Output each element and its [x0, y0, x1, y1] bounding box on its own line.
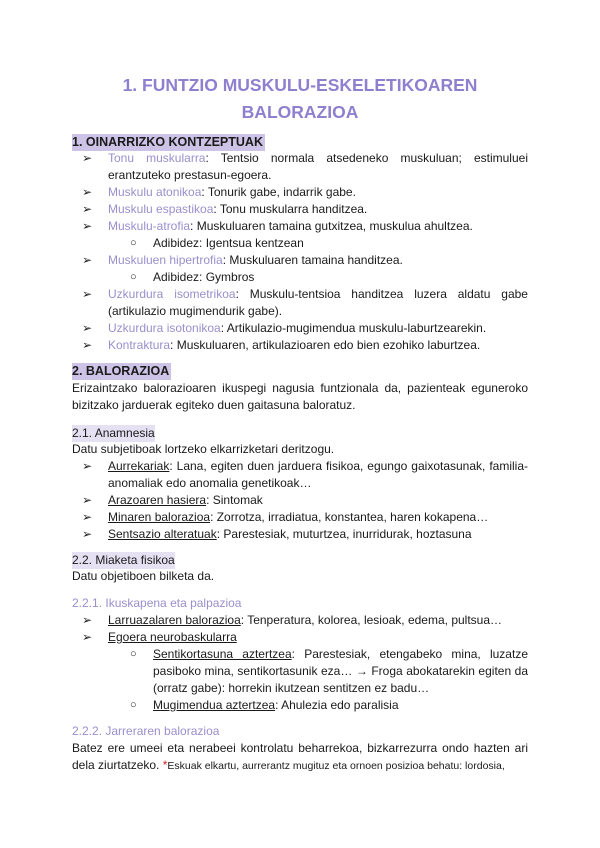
- arrow-bullet-icon: ➢: [82, 321, 93, 335]
- body-text: Batez ere umeei eta nerabeei kontrolatu beharrekoa, bizkarrezurra ondo hazten ari dela ziurtatzeko.: [72, 741, 528, 772]
- list-item-arazoaren-hasiera: [108, 492, 528, 509]
- term: Egoera neurobaskularra: [108, 630, 237, 644]
- circle-bullet-icon: ○: [130, 699, 137, 711]
- term: Tonu muskularra: [108, 151, 206, 165]
- list-item-minaren-balorazioa: [108, 509, 528, 526]
- list-subitem-mugimendua: [153, 697, 528, 714]
- list-item-kontraktura: [108, 337, 528, 354]
- title-line-1: 1. FUNTZIO MUSKULU-ESKELETIKOAREN: [122, 75, 478, 95]
- list-item-sentsazio-alteratuak: [108, 526, 528, 543]
- section-2-2-intro: Datu objetiboen bilketa da.: [72, 569, 215, 583]
- term: Aurrekariak: [108, 459, 170, 473]
- definition: : Lana, egiten duen jarduera fisikoa, egungo gaixotasunak, familia-anomaliak edo anomalia genetikoak…: [108, 459, 528, 490]
- arrow-bullet-icon: ➢: [82, 253, 93, 267]
- arrow-bullet-icon: ➢: [82, 459, 93, 473]
- arrow-bullet-icon: ➢: [82, 338, 93, 352]
- arrow-bullet-icon: ➢: [82, 287, 93, 301]
- circle-bullet-icon: ○: [130, 648, 137, 660]
- section-2-2-1-heading: 2.2.1. Ikuskapena eta palpazioa: [72, 596, 242, 610]
- arrow-bullet-icon: ➢: [82, 185, 93, 199]
- term: Larruazalaren balorazioa: [108, 613, 241, 627]
- definition: : Muskuluaren tamaina handitzea.: [222, 253, 403, 267]
- definition: : Zorrotza, irradiatua, konstantea, haren kokapena…: [210, 510, 489, 524]
- term: Muskuluen hipertrofia: [108, 253, 223, 267]
- term: Muskulu espastikoa: [108, 202, 214, 216]
- section-2-intro: Erizaintzako balorazioaren ikuspegi nagusia funtzionala da, pazienteak eguneroko bizitzako jarduerak egiteko duen gaitasuna baloratuz.: [72, 381, 528, 412]
- list-subitem-gymbros: [153, 269, 528, 286]
- term: Uzkurdura isotonikoa: [108, 321, 221, 335]
- definition: : Muskulu-tentsioa handitzea luzera aldatu gabe (artikulazio mugimendurik gabe).: [108, 287, 528, 318]
- arrow-bullet-icon: ➢: [82, 202, 93, 216]
- term: Uzkurdura isometrikoa: [108, 287, 236, 301]
- circle-bullet-icon: ○: [130, 271, 137, 283]
- term: Arazoaren hasiera: [108, 493, 207, 507]
- section-2-heading-wrap: [72, 362, 171, 380]
- list-item-atonikoa: [108, 184, 528, 201]
- section-2-2-2-heading: 2.2.2. Jarreraren balorazioa: [72, 724, 220, 738]
- term: Sentsazio alteratuak: [108, 527, 217, 541]
- example-text: Adibidez: Gymbros: [153, 270, 255, 284]
- definition: : Parestesiak, etengabeko mina, luzatze pasiboko mina, sentikortasunik eza… → Froga abokatarekin egiten da (orratz gabe): horrekin ikutzean sentitzen ez badu…: [153, 647, 528, 695]
- section-2-heading: 2. BALORAZIOA: [72, 364, 170, 378]
- section-2-2-2-text: [72, 740, 528, 775]
- definition: : Tonu muskularra handitzea.: [213, 202, 368, 216]
- circle-bullet-icon: ○: [130, 237, 137, 249]
- section-1-heading: 1. OINARRIZKO KONTZEPTUAK: [72, 135, 263, 149]
- note-text: Eskuak elkartu, aurrerantz mugituz eta ornoen posizioa behatu: lordosia,: [167, 760, 505, 772]
- definition: : Parestesiak, muturtzea, inurridurak, hoztasuna: [216, 527, 472, 541]
- title-line-2: BALORAZIOA: [241, 102, 359, 122]
- definition: : Tonurik gabe, indarrik gabe.: [201, 185, 356, 199]
- arrow-bullet-icon: ➢: [82, 510, 93, 524]
- arrow-bullet-icon: ➢: [82, 630, 93, 644]
- list-subitem-sentikortasuna: [153, 646, 528, 697]
- document-title: [72, 72, 528, 126]
- list-item-neurobaskularra: [108, 629, 528, 646]
- list-item-aurrekariak: [108, 458, 528, 492]
- arrow-bullet-icon: ➢: [82, 527, 93, 541]
- list-item-tonu: [108, 150, 528, 184]
- list-item-isotonikoa: [108, 320, 528, 337]
- list-item-espastikoa: [108, 201, 528, 218]
- definition: : Muskuluaren, artikulazioaren edo bien ezohiko laburtzea.: [170, 338, 481, 352]
- definition: : Tentsio normala atsedeneko muskuluan; estimuluei erantzuteko prestasun-egoera.: [108, 151, 528, 182]
- term: Sentikortasuna aztertzea: [153, 647, 292, 661]
- list-item-isometrikoa: [108, 286, 528, 320]
- term: Muskulu atonikoa: [108, 185, 202, 199]
- list-item-hipertrofia: [108, 252, 528, 269]
- definition: : Artikulazio-mugimendua muskulu-laburtzearekin.: [220, 321, 487, 335]
- list-item-larruazala: [108, 612, 528, 629]
- arrow-bullet-icon: ➢: [82, 493, 93, 507]
- list-subitem-igeltsua: [153, 235, 528, 252]
- arrow-bullet-icon: ➢: [82, 219, 93, 233]
- term: Minaren balorazioa: [108, 510, 211, 524]
- section-1-heading-wrap: [72, 133, 265, 151]
- list-item-atrofia: [108, 218, 528, 235]
- term: Muskulu-atrofia: [108, 219, 191, 233]
- term: Mugimendua aztertzea: [153, 698, 276, 712]
- section-2-1-heading: 2.1. Anamnesia: [72, 426, 155, 440]
- note-asterisk: *: [162, 758, 168, 772]
- term: Kontraktura: [108, 338, 171, 352]
- example-text: Adibidez: Igentsua kentzean: [153, 236, 304, 250]
- section-2-1-intro: Datu subjetiboak lortzeko elkarrizketari deritzogu.: [72, 442, 335, 456]
- definition: : Sintomak: [206, 493, 263, 507]
- section-2-2-heading: 2.2. Miaketa fisikoa: [72, 553, 175, 567]
- definition: : Ahulezia edo paralisia: [275, 698, 399, 712]
- definition: : Tenperatura, kolorea, lesioak, edema, pultsua…: [240, 613, 503, 627]
- arrow-bullet-icon: ➢: [82, 151, 93, 165]
- section-2-1-heading-wrap: [72, 424, 155, 442]
- arrow-bullet-icon: ➢: [82, 613, 93, 627]
- definition: : Muskuluaren tamaina gutxitzea, muskulua ahultzea.: [190, 219, 473, 233]
- section-2-2-heading-wrap: [72, 551, 175, 569]
